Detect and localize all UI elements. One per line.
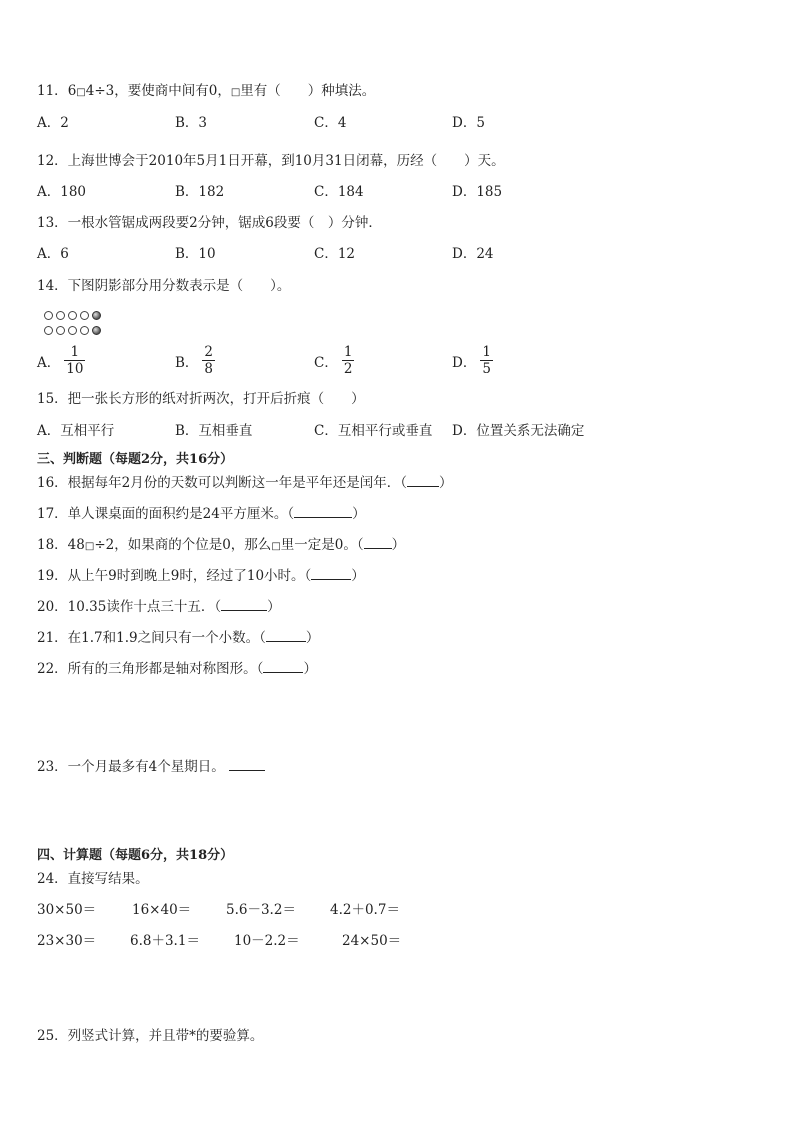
calc-item: 4.2＋0.7＝ — [330, 902, 400, 918]
circle-icon — [44, 311, 53, 320]
q18-box-symbol: □ — [84, 541, 95, 552]
q11-stem: 4÷3，要使商中间有0， — [85, 83, 231, 99]
q11-digit: 6 — [67, 83, 77, 99]
q14-option-d[interactable] — [452, 344, 493, 384]
shaded-circle-icon — [92, 311, 101, 320]
q18-close: ） — [391, 537, 406, 553]
q11-option-b[interactable]: B．3 — [175, 115, 208, 131]
q11-number: 11． — [37, 83, 68, 99]
q18-stem-mid: ÷2，如果商的个位是0，那么 — [94, 537, 272, 553]
denominator: 5 — [482, 361, 491, 377]
calc-item: 6.8＋3.1＝ — [130, 933, 200, 949]
circle-row-1 — [44, 309, 101, 324]
q12-option-b[interactable]: B．182 — [175, 184, 225, 200]
question-15: 15．把一张长方形的纸对折两次，打开后折痕（ ） — [37, 391, 365, 407]
q17-stem: 17．单人课桌面的面积约是24平方厘米。（ — [37, 506, 295, 522]
circle-icon — [56, 326, 65, 335]
q20-stem: 20．10.35读作十点三十五．（ — [37, 599, 222, 615]
section-4-heading — [37, 844, 233, 863]
q19-stem: 19．从上午9时到晚上9时，经过了10小时。（ — [37, 568, 312, 584]
q14-options — [37, 344, 757, 384]
option-label: C． — [314, 354, 338, 371]
option-label: D． — [452, 354, 477, 371]
circle-icon — [80, 326, 89, 335]
fraction — [202, 344, 215, 377]
answer-blank[interactable] — [407, 486, 439, 487]
circle-icon — [68, 326, 77, 335]
section-3-title: 三、判断题 — [37, 452, 103, 467]
circle-icon — [56, 311, 65, 320]
q11-box-symbol-2: □ — [230, 87, 241, 98]
q21-stem: 21．在1.7和1.9之间只有一个小数。（ — [37, 630, 266, 646]
q18-box-symbol-2: □ — [271, 541, 281, 552]
denominator: 8 — [204, 361, 214, 377]
calc-item: 16×40＝ — [132, 902, 192, 918]
q15-option-d[interactable]: D．位置关系无法确定 — [452, 423, 585, 439]
fraction — [480, 344, 493, 377]
q12-options — [37, 183, 757, 203]
numerator: 1 — [343, 344, 353, 360]
circle-icon — [68, 311, 77, 320]
q15-option-a[interactable]: A．互相平行 — [37, 423, 115, 439]
fraction — [64, 344, 85, 377]
question-18 — [37, 536, 405, 556]
q11-options — [37, 114, 757, 134]
q13-option-d[interactable]: D．24 — [452, 246, 494, 262]
answer-blank[interactable] — [311, 579, 351, 580]
option-label: B． — [175, 354, 199, 371]
section-3-subtitle: （每题2分，共16分） — [102, 452, 234, 467]
q13-option-b[interactable]: B．10 — [175, 246, 216, 262]
question-22 — [37, 660, 317, 678]
question-16 — [37, 474, 453, 492]
calc-item: 23×30＝ — [37, 933, 97, 949]
answer-blank[interactable] — [294, 517, 352, 518]
section-3-heading — [37, 448, 233, 467]
q11-option-a[interactable]: A．2 — [37, 115, 69, 131]
numerator: 1 — [64, 344, 85, 361]
q12-option-c[interactable]: C．184 — [314, 184, 364, 200]
calc-item: 10－2.2＝ — [234, 933, 300, 949]
q23-stem: 23．一个月最多有4个星期日。 — [37, 759, 225, 775]
question-23 — [37, 758, 265, 776]
question-14: 14．下图阴影部分用分数表示是（ ）。 — [37, 278, 291, 294]
q16-close: ） — [439, 475, 453, 491]
circle-row-2 — [44, 324, 101, 339]
q14-option-b[interactable] — [175, 344, 215, 384]
numerator: 1 — [482, 344, 491, 360]
circle-icon — [80, 311, 89, 320]
q20-close: ） — [267, 599, 281, 615]
calc-item: 24×50＝ — [342, 933, 402, 949]
q15-options — [37, 422, 757, 442]
calc-item: 30×50＝ — [37, 902, 97, 918]
fraction — [342, 344, 355, 377]
answer-blank[interactable] — [229, 770, 265, 771]
question-12: 12．上海世博会于2010年5月1日开幕，到10月31日闭幕，历经（ ）天。 — [37, 153, 505, 169]
q13-options — [37, 245, 757, 265]
q15-option-b[interactable]: B．互相垂直 — [175, 423, 253, 439]
q14-option-a[interactable] — [37, 344, 85, 384]
question-25: 25．列竖式计算，并且带*的要验算。 — [37, 1028, 264, 1044]
numerator: 2 — [204, 344, 214, 360]
q12-option-d[interactable]: D．185 — [452, 184, 503, 200]
calc-item: 5.6－3.2＝ — [226, 902, 296, 918]
q13-option-a[interactable]: A．6 — [37, 246, 69, 262]
question-11 — [37, 82, 375, 102]
question-19 — [37, 567, 365, 585]
q11-stem-end: 里有（ ）种填法。 — [240, 83, 376, 99]
q11-option-d[interactable]: D．5 — [452, 115, 485, 131]
q21-close: ） — [305, 630, 320, 646]
question-13: 13．一根水管锯成两段要2分钟，锯成6段要（ ）分钟． — [37, 215, 382, 231]
q12-option-a[interactable]: A．180 — [37, 184, 87, 200]
shaded-circle-icon — [92, 326, 101, 335]
q15-option-c[interactable]: C．互相平行或垂直 — [314, 423, 433, 439]
question-21 — [37, 629, 319, 647]
answer-blank[interactable] — [364, 548, 392, 549]
question-24: 24．直接写结果。 — [37, 871, 149, 887]
option-label: A． — [37, 354, 61, 371]
q18-stem-rest: 里一定是0。（ — [280, 537, 364, 553]
circle-icon — [44, 326, 53, 335]
answer-blank[interactable] — [263, 672, 303, 673]
q19-close: ） — [351, 568, 365, 584]
answer-blank[interactable] — [221, 610, 267, 611]
section-4-subtitle: （每题6分，共18分） — [102, 848, 234, 863]
denominator: 10 — [66, 361, 84, 377]
q11-box-symbol: □ — [76, 87, 86, 98]
question-17 — [37, 505, 366, 523]
q17-close: ） — [352, 506, 366, 522]
q14-circle-figure — [44, 309, 101, 339]
q11-option-c[interactable]: C．4 — [314, 115, 347, 131]
q16-stem: 16．根据每年2月份的天数可以判断这一年是平年还是闰年．（ — [37, 475, 408, 491]
question-20 — [37, 598, 281, 616]
section-4-title: 四、计算题 — [37, 848, 103, 863]
denominator: 2 — [343, 361, 353, 377]
q22-stem: 22．所有的三角形都是轴对称图形。（ — [37, 661, 264, 677]
q14-option-c[interactable] — [314, 344, 354, 384]
q22-close: ） — [303, 661, 317, 677]
answer-blank[interactable] — [266, 641, 306, 642]
q18-stem-pre: 18．48 — [37, 537, 85, 553]
q13-option-c[interactable]: C．12 — [314, 246, 356, 262]
